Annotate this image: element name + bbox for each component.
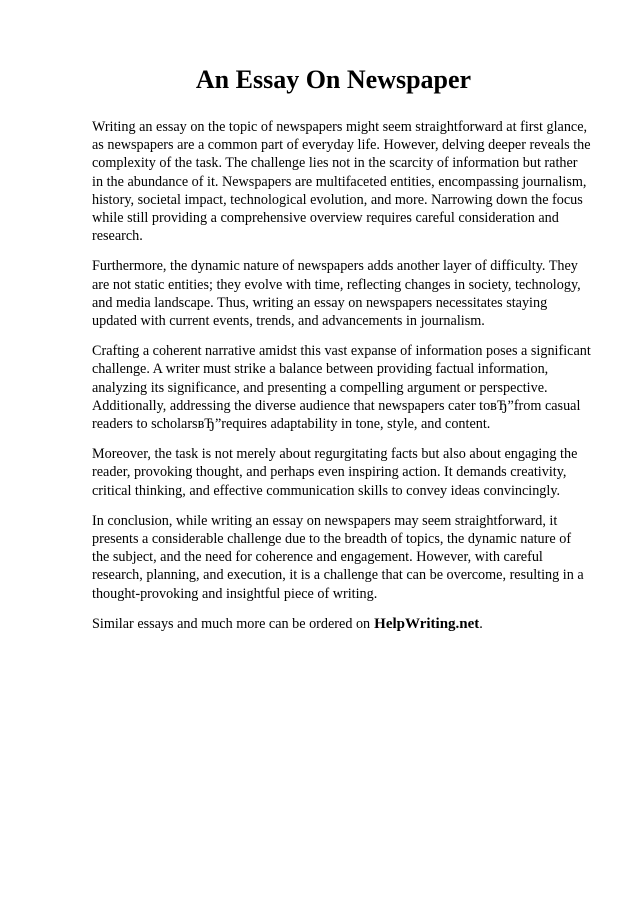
paragraph-5: In conclusion, while writing an essay on newspapers may seem straightforward, it presents a considerable challenge due to the breadth of topics, the dynamic nature of the subject, and the need for coherence and engagement. However, with careful research, planning, and execution, it is a challenge that can be overcome, resulting in a thought-provoking and insightful piece of writing. — [92, 512, 584, 602]
footer-line — [92, 615, 591, 633]
footer-text: Similar essays and much more can be ordered on — [92, 615, 371, 632]
paragraph-1: Writing an essay on the topic of newspapers might seem straightforward at first glance, as newspapers are a common part of everyday life. However, delving deeper reveals the complexity of the task. The challenge lies not in the scarcity of information but rather in the abundance of it. Newspapers are multifaceted entities, encompassing journalism, history, societal impact, technological evolution, and more. Narrowing down the focus while still providing a comprehensive overview requires careful consideration and research. — [92, 119, 591, 245]
page-title: An Essay On Newspaper — [195, 65, 472, 94]
paragraph-3: Crafting a coherent narrative amidst this vast expanse of information poses a significant challenge. A writer must strike a balance between providing factual information, analyzing its significance, and presenting a compelling argument or perspective. Additionally, addressing the diverse audience that newspapers cater toвЂ”from casual readers to scholarsвЂ”requires adaptability in tone, style, and content. — [92, 343, 591, 433]
paragraph-2: Furthermore, the dynamic nature of newspapers adds another layer of difficulty. They are not static entities; they evolve with time, reflecting changes in society, technology, and media landscape. Thus, writing an essay on newspapers necessitates staying updated with current events, trends, and advancements in journalism. — [92, 258, 581, 330]
paragraph-4: Moreover, the task is not merely about regurgitating facts but also about engaging the reader, provoking thought, and perhaps even inspiring action. It demands creativity, critical thinking, and effective communication skills to convey ideas convincingly. — [92, 446, 578, 499]
helpwriting-link[interactable]: HelpWriting.net — [374, 615, 480, 632]
footer-period: . — [479, 615, 483, 632]
